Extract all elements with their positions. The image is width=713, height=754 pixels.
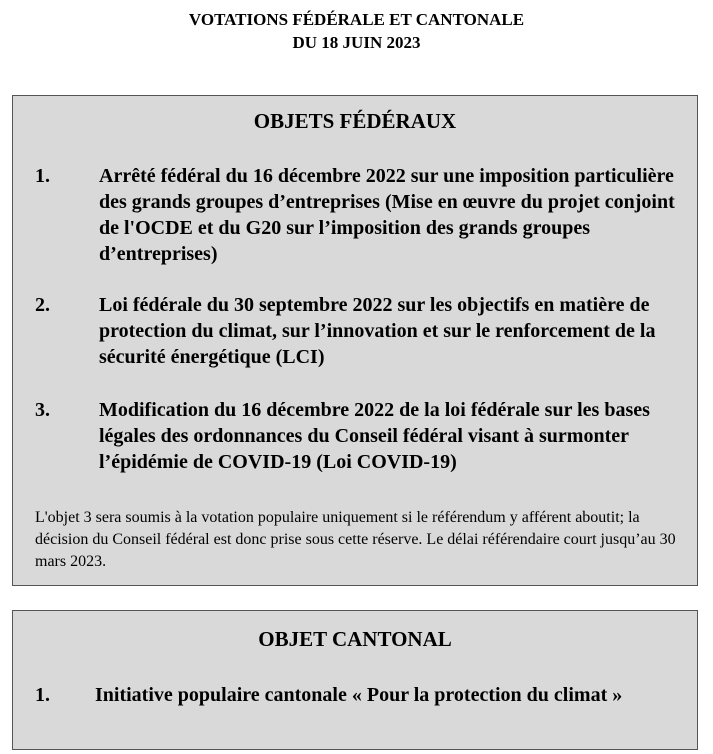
item-number: 1. xyxy=(35,165,50,187)
document-title xyxy=(0,8,713,54)
item-text: Loi fédérale du 30 septembre 2022 sur les objectifs en matière de protection du climat, sur l’innovation et sur le renforcement de la sécurité énergétique (LCI) xyxy=(99,294,656,368)
item-text: Initiative populaire cantonale « Pour la protection du climat » xyxy=(95,684,623,706)
item-text: Arrêté fédéral du 16 décembre 2022 sur une imposition particulière des grands groupes d’entreprises (Mise en œuvre du projet conjoint de l'OCDE et du G20 sur l’imposition des grands groupes d’entreprises) xyxy=(99,165,675,265)
item-number: 3. xyxy=(35,399,50,421)
federal-objects-box xyxy=(12,95,698,586)
cantonal-object-box xyxy=(12,610,698,750)
federal-note: L'objet 3 sera soumis à la votation populaire uniquement si le référendum y afférent aboutit; la décision du Conseil fédéral est donc prise sous cette réserve. Le délai référendaire court jusqu’au 30 mars 2023. xyxy=(35,509,676,570)
item-number: 2. xyxy=(35,294,50,316)
item-text: Modification du 16 décembre 2022 de la loi fédérale sur les bases légales des ordonnances du Conseil fédéral visant à surmonter l’épidémie de COVID-19 (Loi COVID-19) xyxy=(99,399,650,473)
federal-heading: OBJETS FÉDÉRAUX xyxy=(253,109,457,133)
cantonal-heading: OBJET CANTONAL xyxy=(258,627,452,651)
title-line-2: DU 18 JUIN 2023 xyxy=(292,33,421,52)
item-number: 1. xyxy=(35,684,50,706)
title-line-1: VOTATIONS FÉDÉRALE ET CANTONALE xyxy=(188,10,525,29)
